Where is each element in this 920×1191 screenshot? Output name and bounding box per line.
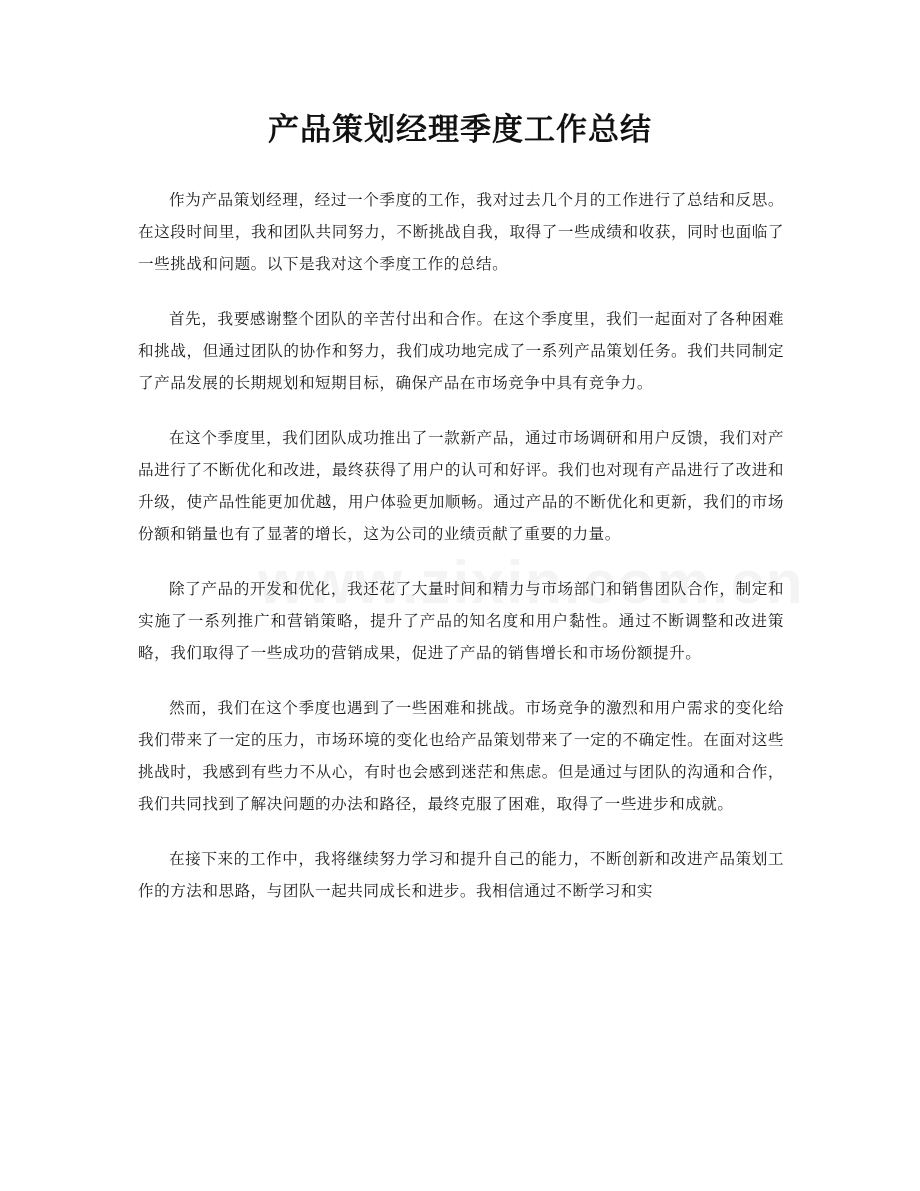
paragraph-marketing: 除了产品的开发和优化，我还花了大量时间和精力与市场部门和销售团队合作，制定和实施了一系列推广和营销策略，提升了产品的知名度和用户黏性。通过不断调整和改进策略，我们取得了一些成功的营销成果，促进了产品的销售增长和市场份额提升。 [138, 580, 784, 662]
paragraph-intro: 作为产品策划经理，经过一个季度的工作，我对过去几个月的工作进行了总结和反思。在这段时间里，我和团队共同努力，不断挑战自我，取得了一些成绩和收获，同时也面临了一些挑战和问题。以下是我对这个季度工作的总结。 [138, 191, 784, 273]
document-title: 产品策划经理季度工作总结 [268, 112, 652, 148]
document-body [138, 184, 784, 930]
paragraph-next-steps: 在接下来的工作中，我将继续努力学习和提升自己的能力，不断创新和改进产品策划工作的方法和思路，与团队一起共同成长和进步。我相信通过不断学习和实 [138, 850, 784, 900]
paragraph-team-thanks: 首先，我要感谢整个团队的辛苦付出和合作。在这个季度里，我们一起面对了各种困难和挑战，但通过团队的协作和努力，我们成功地完成了一系列产品策划任务。我们共同制定了产品发展的长期规划和短期目标，确保产品在市场竞争中具有竞争力。 [138, 310, 784, 392]
paragraph-challenges: 然而，我们在这个季度也遇到了一些困难和挑战。市场竞争的激烈和用户需求的变化给我们带来了一定的压力，市场环境的变化也给产品策划带来了一定的不确定性。在面对这些挑战时，我感到有些力不从心，有时也会感到迷茫和焦虑。但是通过与团队的沟通和合作，我们共同找到了解决问题的办法和路径，最终克服了困难，取得了一些进步和成就。 [138, 699, 784, 813]
paragraph-new-product: 在这个季度里，我们团队成功推出了一款新产品，通过市场调研和用户反馈，我们对产品进行了不断优化和改进，最终获得了用户的认可和好评。我们也对现有产品进行了改进和升级，使产品性能更加优越，用户体验更加顺畅。通过产品的不断优化和更新，我们的市场份额和销量也有了显著的增长，这为公司的业绩贡献了重要的力量。 [138, 429, 784, 543]
